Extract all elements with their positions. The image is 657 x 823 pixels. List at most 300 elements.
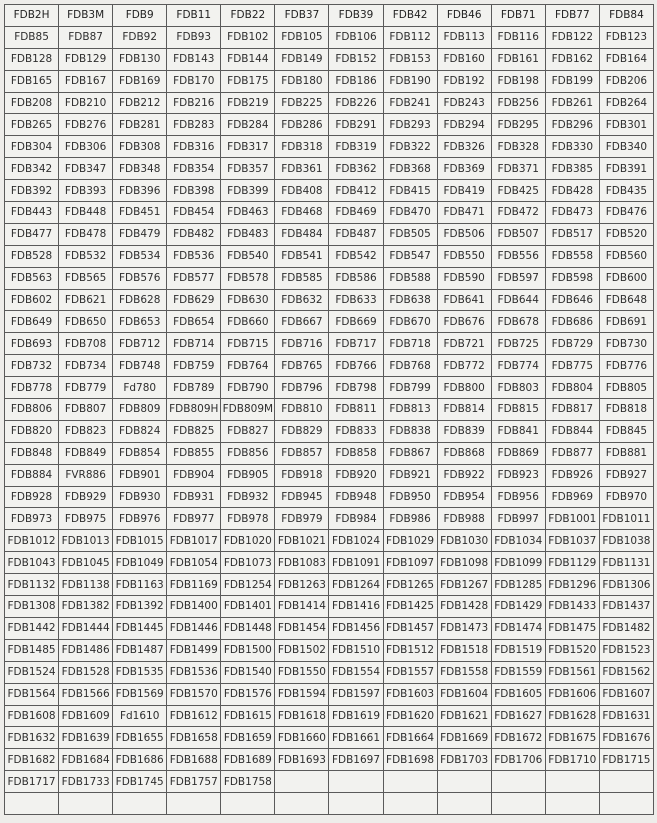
table-cell: FDB1020 bbox=[221, 530, 275, 552]
table-cell: FDB87 bbox=[59, 26, 113, 48]
table-cell: FDB354 bbox=[167, 158, 221, 180]
table-cell: FDB105 bbox=[275, 26, 329, 48]
table-cell: FDB1099 bbox=[491, 552, 545, 574]
table-cell: FDB648 bbox=[599, 289, 653, 311]
table-cell: FDB799 bbox=[383, 377, 437, 399]
table-cell: FDB676 bbox=[437, 311, 491, 333]
table-cell: FDB765 bbox=[275, 355, 329, 377]
table-cell: FDB1414 bbox=[275, 596, 329, 618]
table-row bbox=[5, 574, 654, 596]
table-cell: FDB586 bbox=[329, 267, 383, 289]
table-cell: FDB1697 bbox=[329, 749, 383, 771]
table-cell: FDB479 bbox=[113, 223, 167, 245]
table-cell: FDB1098 bbox=[437, 552, 491, 574]
table-cell: FDB322 bbox=[383, 136, 437, 158]
table-cell: FDB1684 bbox=[59, 749, 113, 771]
table-cell: FDB877 bbox=[545, 442, 599, 464]
table-cell: FDB143 bbox=[167, 48, 221, 70]
table-cell: FDB113 bbox=[437, 26, 491, 48]
table-cell: FDB868 bbox=[437, 442, 491, 464]
table-cell: FDB9 bbox=[113, 5, 167, 27]
table-row bbox=[5, 639, 654, 661]
table-cell: FDB1621 bbox=[437, 705, 491, 727]
table-cell: FDB435 bbox=[599, 180, 653, 202]
table-cell: FDB517 bbox=[545, 223, 599, 245]
table-cell: FDB969 bbox=[545, 486, 599, 508]
table-cell: FDB927 bbox=[599, 464, 653, 486]
table-cell: FDB487 bbox=[329, 223, 383, 245]
table-cell: FDB813 bbox=[383, 399, 437, 421]
table-row bbox=[5, 223, 654, 245]
table-cell: FDB1745 bbox=[113, 771, 167, 793]
table-cell: FDB1429 bbox=[491, 596, 545, 618]
table-cell: FDB1569 bbox=[113, 683, 167, 705]
table-cell: FDB1557 bbox=[383, 661, 437, 683]
table-cell: FDB1425 bbox=[383, 596, 437, 618]
table-cell: FDB789 bbox=[167, 377, 221, 399]
table-cell: FDB165 bbox=[5, 70, 59, 92]
table-cell: FDB408 bbox=[275, 180, 329, 202]
table-cell: FDB1606 bbox=[545, 683, 599, 705]
table-cell: FDB649 bbox=[5, 311, 59, 333]
table-cell: FDB1540 bbox=[221, 661, 275, 683]
table-cell: FDB1659 bbox=[221, 727, 275, 749]
table-cell: FDB922 bbox=[437, 464, 491, 486]
table-cell: FDB646 bbox=[545, 289, 599, 311]
table-cell: FDB1029 bbox=[383, 530, 437, 552]
table-cell: FDB169 bbox=[113, 70, 167, 92]
table-cell: FDB1558 bbox=[437, 661, 491, 683]
table-cell: FDB790 bbox=[221, 377, 275, 399]
table-cell: FDB838 bbox=[383, 420, 437, 442]
table-cell: FDB1615 bbox=[221, 705, 275, 727]
table-cell: FDB805 bbox=[599, 377, 653, 399]
table-cell: FDB190 bbox=[383, 70, 437, 92]
table-cell: FDB368 bbox=[383, 158, 437, 180]
table-cell: FDB1382 bbox=[59, 596, 113, 618]
table-cell: FDB766 bbox=[329, 355, 383, 377]
table-cell: FDB1021 bbox=[275, 530, 329, 552]
table-cell: FDB1717 bbox=[5, 771, 59, 793]
table-cell: FDB1605 bbox=[491, 683, 545, 705]
table-row bbox=[5, 180, 654, 202]
table-cell: FDB348 bbox=[113, 158, 167, 180]
table-cell: FDB1054 bbox=[167, 552, 221, 574]
table-cell: FDB978 bbox=[221, 508, 275, 530]
table-cell: FDB532 bbox=[59, 245, 113, 267]
table-cell: FDB829 bbox=[275, 420, 329, 442]
table-cell bbox=[437, 771, 491, 793]
table-cell: FDB106 bbox=[329, 26, 383, 48]
table-cell: FDB468 bbox=[275, 202, 329, 224]
table-cell: FDB371 bbox=[491, 158, 545, 180]
table-cell: FDB1456 bbox=[329, 617, 383, 639]
table-cell: FDB768 bbox=[383, 355, 437, 377]
table-cell: FDB1698 bbox=[383, 749, 437, 771]
table-row bbox=[5, 70, 654, 92]
table-cell: FDB1169 bbox=[167, 574, 221, 596]
table-cell: FDB827 bbox=[221, 420, 275, 442]
table-cell: FDB265 bbox=[5, 114, 59, 136]
table-cell: FDB520 bbox=[599, 223, 653, 245]
table-cell bbox=[275, 793, 329, 815]
table-cell: FDB997 bbox=[491, 508, 545, 530]
table-cell: FDB362 bbox=[329, 158, 383, 180]
table-cell: FDB948 bbox=[329, 486, 383, 508]
table-cell: FDB803 bbox=[491, 377, 545, 399]
table-cell: FDB670 bbox=[383, 311, 437, 333]
table-cell: FDB810 bbox=[275, 399, 329, 421]
table-cell: FDB296 bbox=[545, 114, 599, 136]
table-row bbox=[5, 552, 654, 574]
table-cell: FDB153 bbox=[383, 48, 437, 70]
table-cell bbox=[275, 771, 329, 793]
table-cell: FDB1485 bbox=[5, 639, 59, 661]
table-cell: FDB1528 bbox=[59, 661, 113, 683]
table-cell: FDB1597 bbox=[329, 683, 383, 705]
table-cell: FDB149 bbox=[275, 48, 329, 70]
table-cell: FDB1416 bbox=[329, 596, 383, 618]
table-cell: FDB1631 bbox=[599, 705, 653, 727]
table-cell: FDB824 bbox=[113, 420, 167, 442]
table-cell: FDB1457 bbox=[383, 617, 437, 639]
table-cell: FDB471 bbox=[437, 202, 491, 224]
table-cell: FDB1535 bbox=[113, 661, 167, 683]
table-cell: FDB1267 bbox=[437, 574, 491, 596]
table-cell: FDB693 bbox=[5, 333, 59, 355]
table-cell: FDB854 bbox=[113, 442, 167, 464]
table-cell: FDB542 bbox=[329, 245, 383, 267]
table-row bbox=[5, 92, 654, 114]
table-cell: FDB1675 bbox=[545, 727, 599, 749]
table-cell: FDB212 bbox=[113, 92, 167, 114]
table-cell: FDB778 bbox=[5, 377, 59, 399]
table-cell: FDB806 bbox=[5, 399, 59, 421]
table-cell: FDB565 bbox=[59, 267, 113, 289]
table-cell: FDB3M bbox=[59, 5, 113, 27]
table-cell: FDB128 bbox=[5, 48, 59, 70]
table-cell: FDB1445 bbox=[113, 617, 167, 639]
table-cell: FDB1676 bbox=[599, 727, 653, 749]
table-cell: FDB226 bbox=[329, 92, 383, 114]
table-cell: FDB1559 bbox=[491, 661, 545, 683]
table-cell: FDB1401 bbox=[221, 596, 275, 618]
table-cell: FDB482 bbox=[167, 223, 221, 245]
table-cell: FDB558 bbox=[545, 245, 599, 267]
table-cell: FDB93 bbox=[167, 26, 221, 48]
table-cell: FDB208 bbox=[5, 92, 59, 114]
table-cell bbox=[437, 793, 491, 815]
table-cell: FDB849 bbox=[59, 442, 113, 464]
table-cell: FDB904 bbox=[167, 464, 221, 486]
table-cell: FDB809H bbox=[167, 399, 221, 421]
table-cell: FDB1024 bbox=[329, 530, 383, 552]
table-cell: FDB1073 bbox=[221, 552, 275, 574]
table-cell: FDB180 bbox=[275, 70, 329, 92]
table-cell: FDB905 bbox=[221, 464, 275, 486]
table-cell: FDB764 bbox=[221, 355, 275, 377]
table-cell: FDB144 bbox=[221, 48, 275, 70]
table-cell: FDB929 bbox=[59, 486, 113, 508]
table-cell: FDB641 bbox=[437, 289, 491, 311]
table-cell: FDB926 bbox=[545, 464, 599, 486]
table-cell: FDB385 bbox=[545, 158, 599, 180]
table-cell: FDB988 bbox=[437, 508, 491, 530]
table-cell: FDB759 bbox=[167, 355, 221, 377]
table-cell: FDB472 bbox=[491, 202, 545, 224]
table-cell: FDB563 bbox=[5, 267, 59, 289]
table-cell bbox=[221, 793, 275, 815]
table-cell: FDB973 bbox=[5, 508, 59, 530]
table-cell: FDB396 bbox=[113, 180, 167, 202]
table-cell: FDB630 bbox=[221, 289, 275, 311]
table-row bbox=[5, 158, 654, 180]
table-cell: FDB547 bbox=[383, 245, 437, 267]
table-cell: FDB560 bbox=[599, 245, 653, 267]
table-cell: FDB717 bbox=[329, 333, 383, 355]
table-cell: FDB923 bbox=[491, 464, 545, 486]
table-cell: FDB686 bbox=[545, 311, 599, 333]
table-cell: FDB920 bbox=[329, 464, 383, 486]
table-cell: FDB1482 bbox=[599, 617, 653, 639]
table-cell: FDB1682 bbox=[5, 749, 59, 771]
table-cell: FDB1628 bbox=[545, 705, 599, 727]
table-cell: FDB598 bbox=[545, 267, 599, 289]
table-cell: FDB160 bbox=[437, 48, 491, 70]
table-cell: FDB1576 bbox=[221, 683, 275, 705]
table-cell: FDB1510 bbox=[329, 639, 383, 661]
table-cell: FDB716 bbox=[275, 333, 329, 355]
table-cell: FDB928 bbox=[5, 486, 59, 508]
table-cell: FDB1686 bbox=[113, 749, 167, 771]
table-cell: FDB1594 bbox=[275, 683, 329, 705]
table-row bbox=[5, 683, 654, 705]
table-cell bbox=[491, 771, 545, 793]
table-cell: FDB732 bbox=[5, 355, 59, 377]
table-cell: FDB281 bbox=[113, 114, 167, 136]
table-cell: FDB678 bbox=[491, 311, 545, 333]
table-cell: FDB1475 bbox=[545, 617, 599, 639]
table-cell: FDB1030 bbox=[437, 530, 491, 552]
table-row bbox=[5, 202, 654, 224]
table-cell: FDB1608 bbox=[5, 705, 59, 727]
table-cell: FDB1660 bbox=[275, 727, 329, 749]
table-cell bbox=[59, 793, 113, 815]
table-row bbox=[5, 267, 654, 289]
table-cell: FDB597 bbox=[491, 267, 545, 289]
table-cell: FDB1715 bbox=[599, 749, 653, 771]
table-cell: FDB1017 bbox=[167, 530, 221, 552]
table-cell: FDB1500 bbox=[221, 639, 275, 661]
table-cell: FDB845 bbox=[599, 420, 653, 442]
table-cell: FDB225 bbox=[275, 92, 329, 114]
table-cell: FDB326 bbox=[437, 136, 491, 158]
table-cell: FDB1446 bbox=[167, 617, 221, 639]
table-cell: FDB130 bbox=[113, 48, 167, 70]
table-cell: FDB1454 bbox=[275, 617, 329, 639]
table-cell bbox=[383, 793, 437, 815]
table-cell: FDB774 bbox=[491, 355, 545, 377]
table-cell: Fd1610 bbox=[113, 705, 167, 727]
table-cell: FDB1499 bbox=[167, 639, 221, 661]
table-cell: FDB1562 bbox=[599, 661, 653, 683]
table-cell: FDB210 bbox=[59, 92, 113, 114]
table-cell: FDB1263 bbox=[275, 574, 329, 596]
table-cell bbox=[5, 793, 59, 815]
table-cell: FDB478 bbox=[59, 223, 113, 245]
table-cell: FDB317 bbox=[221, 136, 275, 158]
table-cell: FDB391 bbox=[599, 158, 653, 180]
table-cell: FDB534 bbox=[113, 245, 167, 267]
table-cell: FDB1632 bbox=[5, 727, 59, 749]
table-cell: FDB1015 bbox=[113, 530, 167, 552]
table-cell: FDB600 bbox=[599, 267, 653, 289]
table-cell: FDB167 bbox=[59, 70, 113, 92]
table-cell: FDB1664 bbox=[383, 727, 437, 749]
table-cell: FDB506 bbox=[437, 223, 491, 245]
table-row bbox=[5, 114, 654, 136]
table-cell: FDB301 bbox=[599, 114, 653, 136]
table-cell: FDB1672 bbox=[491, 727, 545, 749]
table-cell: FDB116 bbox=[491, 26, 545, 48]
table-row bbox=[5, 530, 654, 552]
table-cell: FDB881 bbox=[599, 442, 653, 464]
table-cell: FDB867 bbox=[383, 442, 437, 464]
table-cell: FDB807 bbox=[59, 399, 113, 421]
table-cell: FDB505 bbox=[383, 223, 437, 245]
table-cell: FDB1163 bbox=[113, 574, 167, 596]
table-cell: FDB392 bbox=[5, 180, 59, 202]
table-cell: FDB1639 bbox=[59, 727, 113, 749]
table-cell: FDB199 bbox=[545, 70, 599, 92]
table-cell: FDB291 bbox=[329, 114, 383, 136]
table-cell: FDB734 bbox=[59, 355, 113, 377]
table-row bbox=[5, 464, 654, 486]
table-cell: FDB71 bbox=[491, 5, 545, 27]
table-row bbox=[5, 333, 654, 355]
table-cell: FDB198 bbox=[491, 70, 545, 92]
table-cell: FDB901 bbox=[113, 464, 167, 486]
table-cell: FDB340 bbox=[599, 136, 653, 158]
table-cell: FDB1444 bbox=[59, 617, 113, 639]
table-cell: FDB192 bbox=[437, 70, 491, 92]
table-cell: FDB330 bbox=[545, 136, 599, 158]
table-cell: FDB1518 bbox=[437, 639, 491, 661]
table-cell: FDB85 bbox=[5, 26, 59, 48]
table-cell: FDB1550 bbox=[275, 661, 329, 683]
table-cell: FDB1011 bbox=[599, 508, 653, 530]
table-cell: FDB1733 bbox=[59, 771, 113, 793]
table-cell: FDB556 bbox=[491, 245, 545, 267]
table-cell: FDB721 bbox=[437, 333, 491, 355]
table-cell: FDB975 bbox=[59, 508, 113, 530]
table-cell: FDB1618 bbox=[275, 705, 329, 727]
table-cell: FDB800 bbox=[437, 377, 491, 399]
table-cell: FDB1131 bbox=[599, 552, 653, 574]
table-cell: FDB276 bbox=[59, 114, 113, 136]
part-number-table bbox=[4, 4, 654, 815]
table-cell: FDB1308 bbox=[5, 596, 59, 618]
table-cell: FDB477 bbox=[5, 223, 59, 245]
table-cell: FDB1689 bbox=[221, 749, 275, 771]
table-cell: FDB286 bbox=[275, 114, 329, 136]
table-cell: FDB1083 bbox=[275, 552, 329, 574]
table-cell: FDB454 bbox=[167, 202, 221, 224]
table-cell: FDB357 bbox=[221, 158, 275, 180]
table-cell: FDB748 bbox=[113, 355, 167, 377]
table-cell: FDB809M bbox=[221, 399, 275, 421]
table-cell: FDB243 bbox=[437, 92, 491, 114]
table-cell: FDB588 bbox=[383, 267, 437, 289]
table-cell: FDB1661 bbox=[329, 727, 383, 749]
table-cell: FDB856 bbox=[221, 442, 275, 464]
table-cell: FDB1688 bbox=[167, 749, 221, 771]
table-cell: FDB1655 bbox=[113, 727, 167, 749]
table-cell: FDB654 bbox=[167, 311, 221, 333]
table-cell: FDB820 bbox=[5, 420, 59, 442]
table-row bbox=[5, 705, 654, 727]
table-cell: FDB1043 bbox=[5, 552, 59, 574]
table-cell: FDB857 bbox=[275, 442, 329, 464]
table-cell: FDB39 bbox=[329, 5, 383, 27]
table-cell bbox=[599, 793, 653, 815]
table-row bbox=[5, 661, 654, 683]
table-cell: FDB930 bbox=[113, 486, 167, 508]
table-cell: FDB1486 bbox=[59, 639, 113, 661]
table-cell: FDB1520 bbox=[545, 639, 599, 661]
table-cell bbox=[545, 793, 599, 815]
table-cell: FDB629 bbox=[167, 289, 221, 311]
table-cell: FDB1523 bbox=[599, 639, 653, 661]
table-cell: FDB950 bbox=[383, 486, 437, 508]
table-row bbox=[5, 771, 654, 793]
table-cell: FDB970 bbox=[599, 486, 653, 508]
table-cell: FDB11 bbox=[167, 5, 221, 27]
table-cell bbox=[329, 793, 383, 815]
table-cell: FDB815 bbox=[491, 399, 545, 421]
table-cell: FDB77 bbox=[545, 5, 599, 27]
table-cell: FDB804 bbox=[545, 377, 599, 399]
table-cell: FDB186 bbox=[329, 70, 383, 92]
table-row bbox=[5, 508, 654, 530]
table-cell: FDB1001 bbox=[545, 508, 599, 530]
table-cell: FDB284 bbox=[221, 114, 275, 136]
table-cell: FDB419 bbox=[437, 180, 491, 202]
table-cell: FDB448 bbox=[59, 202, 113, 224]
table-row bbox=[5, 399, 654, 421]
table-cell: FDB1603 bbox=[383, 683, 437, 705]
table-cell: FDB578 bbox=[221, 267, 275, 289]
table-cell: FDB1474 bbox=[491, 617, 545, 639]
table-cell: FDB796 bbox=[275, 377, 329, 399]
table-cell: FDB304 bbox=[5, 136, 59, 158]
table-cell bbox=[167, 793, 221, 815]
table-cell: FDB1433 bbox=[545, 596, 599, 618]
table-cell: FDB1519 bbox=[491, 639, 545, 661]
table-cell: FDB162 bbox=[545, 48, 599, 70]
table-cell: FDB844 bbox=[545, 420, 599, 442]
table-cell: FDB1536 bbox=[167, 661, 221, 683]
table-cell: FDB869 bbox=[491, 442, 545, 464]
table-cell: FDB653 bbox=[113, 311, 167, 333]
table-cell: FDB347 bbox=[59, 158, 113, 180]
table-cell: FDB1487 bbox=[113, 639, 167, 661]
table-row bbox=[5, 289, 654, 311]
table-cell: FDB415 bbox=[383, 180, 437, 202]
table-cell: FDB1285 bbox=[491, 574, 545, 596]
table-cell: FDB1132 bbox=[5, 574, 59, 596]
table-cell: FDB1570 bbox=[167, 683, 221, 705]
